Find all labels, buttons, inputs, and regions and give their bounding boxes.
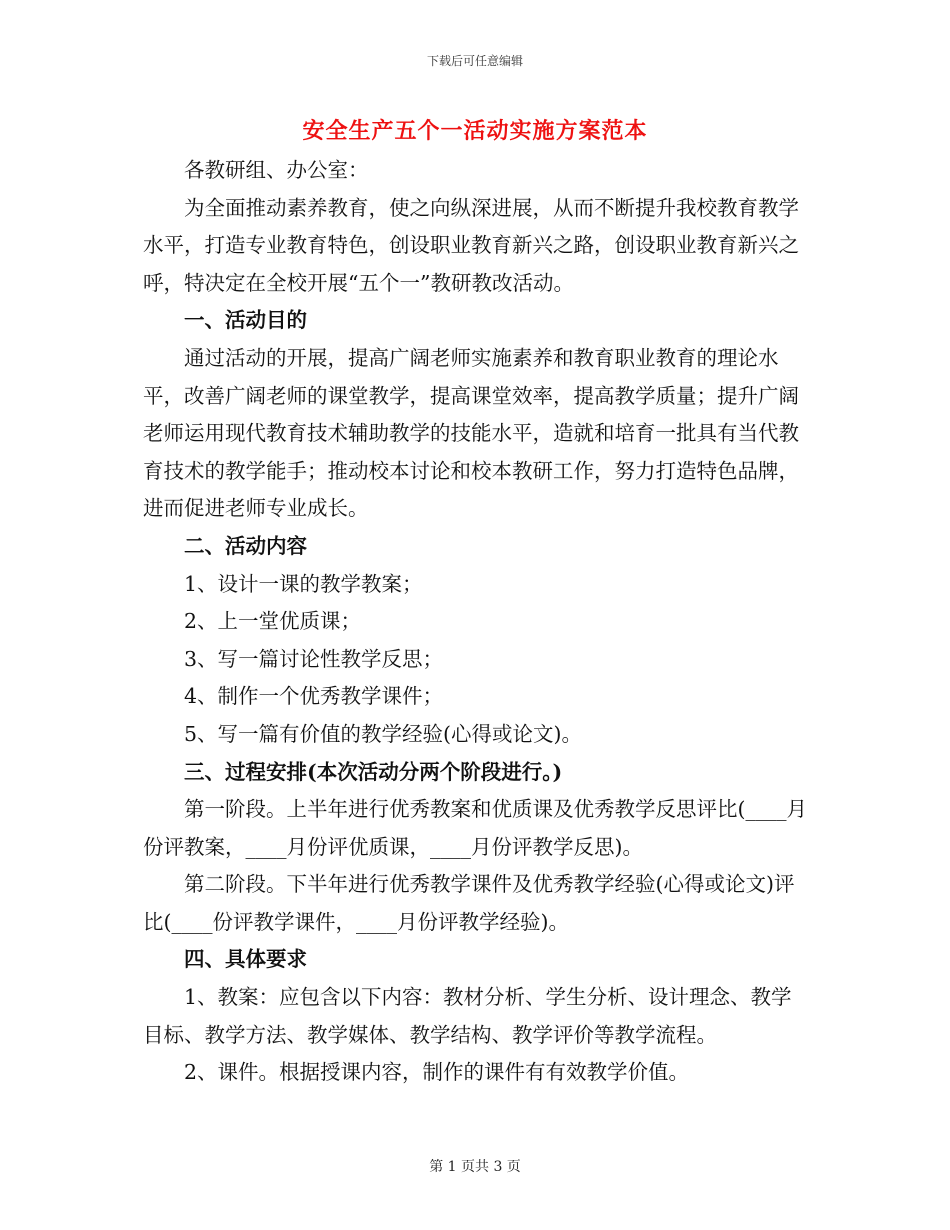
section-heading-purpose: 一、活动目的 (184, 308, 307, 333)
purpose-paragraph: 通过活动的开展，提高广阔老师实施素养和教育职业教育的理论水平，改善广阔老师的课堂教学，提高课堂效率，提高教学质量；提升广阔老师运用现代教育技术辅助教学的技能水平，造就和培育一批具有当代教育技术的教学能手；推动校本讨论和校本教研工作，努力打造特色品牌，进而促进老师专业成长。 (143, 345, 799, 521)
content-item: 1、设计一课的教学教案； (184, 571, 423, 596)
stage-two-paragraph: 第二阶段。下半年进行优秀教学课件及优秀教学经验(心得或论文)评比(____份评教学课件，____月份评教学经验)。 (143, 872, 795, 934)
page-number: 第 1 页共 3 页 (429, 1159, 521, 1175)
content-item: 4、制作一个优秀教学课件； (184, 684, 444, 709)
document-body (143, 152, 808, 1092)
salutation: 各教研组、办公室： (184, 158, 369, 182)
page-header-note: 下载后可任意编辑 (426, 54, 523, 68)
content-item: 2、上一堂优质课； (184, 609, 362, 634)
content-item: 5、写一篇有价值的教学经验(心得或论文)。 (184, 721, 583, 746)
section-heading-content: 二、活动内容 (184, 533, 307, 558)
stage-one-paragraph: 第一阶段。上半年进行优秀教案和优质课及优秀教学反思评比(____月份评教案，____月份评优质课，____月份评教学反思)。 (143, 797, 807, 859)
requirement-item: 2、课件。根据授课内容，制作的课件有有效教学价值。 (184, 1060, 690, 1085)
section-heading-requirements: 四、具体要求 (184, 947, 307, 972)
section-heading-process: 三、过程安排(本次活动分两个阶段进行。) (184, 759, 563, 784)
content-item: 3、写一篇讨论性教学反思； (184, 646, 444, 671)
intro-paragraph: 为全面推动素养教育，使之向纵深进展，从而不断提升我校教育教学水平，打造专业教育特色，创设职业教育新兴之路，创设职业教育新兴之呼，特决定在全校开展“五个一”教研教改活动。 (143, 195, 799, 295)
requirement-item: 1、教案：应包含以下内容：教材分析、学生分析、设计理念、教学目标、教学方法、教学媒体、教学结构、教学评价等教学流程。 (143, 985, 792, 1047)
document-title: 安全生产五个一活动实施方案范本 (302, 118, 648, 144)
